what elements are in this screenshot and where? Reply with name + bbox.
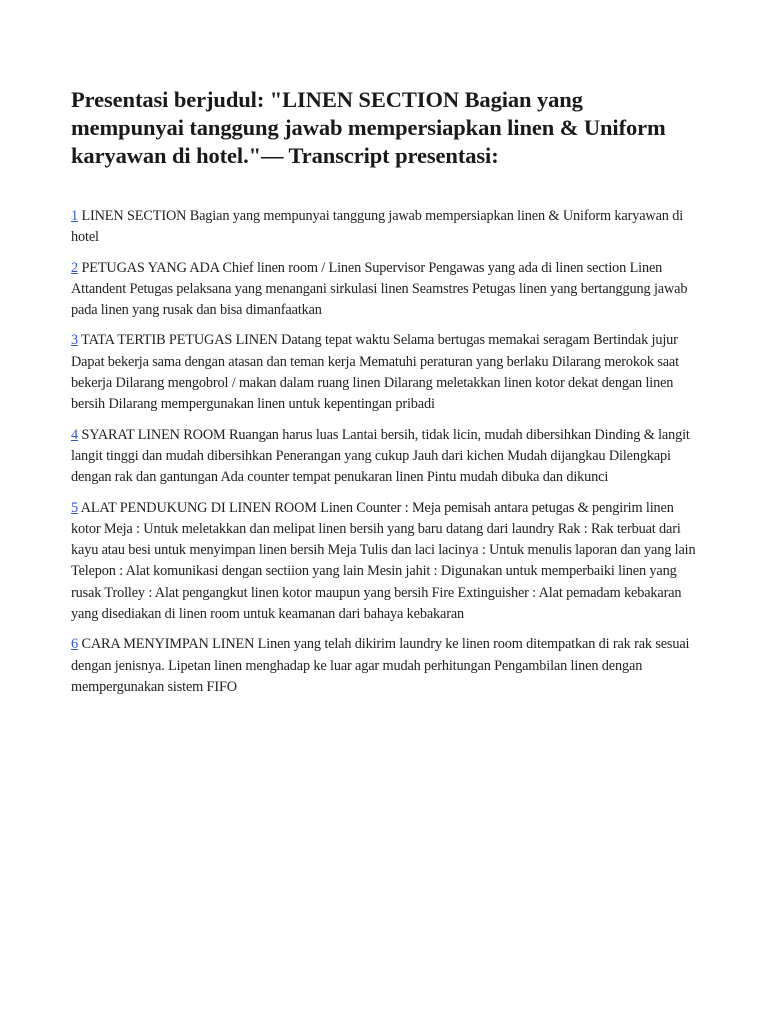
- slide-number-link-3[interactable]: 3: [71, 332, 78, 349]
- transcript-text-2: PETUGAS YANG ADA Chief linen room / Linen Supervisor Pengawas yang ada di linen section Linen Attandent Petugas pelaksana yang menangani sirkulasi linen Seamstres Petugas linen yang bertanggung jawab pada linen yang rusak dan bisa dimanfaatkan: [71, 259, 688, 319]
- transcript-text-5: ALAT PENDUKUNG DI LINEN ROOM Linen Counter : Meja pemisah antara petugas & pengirim linen kotor Meja : Untuk meletakkan dan melipat linen bersih yang baru datang dari laundry Rak : Rak terbuat dari kayu atau besi untuk menyimpan linen bersih Meja Tulis dan laci lacinya : Untuk menulis laporan dan yang lain Telepon : Alat komunikasi dengan sectiion yang lain Mesin jahit : Digunakan untuk memperbaiki linen yang rusak Trolley : Alat pengangkut linen kotor maupun yang bersih Fire Extinguisher : Alat pemadam kebakaran yang disediakan di linen room untuk keamanan dari bahaya kebakaran: [71, 499, 696, 623]
- transcript-text-3: TATA TERTIB PETUGAS LINEN Datang tepat waktu Selama bertugas memakai seragam Bertindak jujur Dapat bekerja sama dengan atasan dan teman kerja Mematuhi peraturan yang berlaku Dilarang merokok saat bekerja Dilarang mengobrol / makan dalam ruang linen Dilarang meletakkan linen kotor dekat dengan linen bersih Dilarang mempergunakan linen untuk kepentingan pribadi: [71, 332, 679, 413]
- transcript-item-6: [71, 634, 699, 698]
- transcript-text-6: CARA MENYIMPAN LINEN Linen yang telah dikirim laundry ke linen room ditempatkan di rak rak sesuai dengan jenisnya. Lipetan linen menghadap ke luar agar mudah perhitungan Pengambilan linen dengan mempergunakan sistem FIFO: [71, 636, 690, 695]
- transcript-text-4: SYARAT LINEN ROOM Ruangan harus luas Lantai bersih, tidak licin, mudah dibersihkan Dinding & langit langit tinggi dan mudah dibersihkan Penerangan yang cukup Jauh dari kichen Mudah dijangkau Dilengkapi dengan rak dan gantungan Ada counter tempat penukaran linen Pintu mudah dibuka dan dikunci: [71, 426, 690, 486]
- slide-number-link-6[interactable]: 6: [71, 636, 78, 653]
- slide-number-link-1[interactable]: 1: [71, 208, 78, 224]
- transcript-list: [71, 206, 699, 698]
- transcript-text-1: LINEN SECTION Bagian yang mempunyai tanggung jawab mempersiapkan linen & Uniform karyawan di hotel: [71, 208, 684, 246]
- transcript-item-3: [71, 330, 699, 415]
- document-page: [71, 86, 699, 707]
- slide-number-link-4[interactable]: 4: [71, 426, 78, 443]
- slide-number-link-2[interactable]: 2: [71, 259, 78, 276]
- presentation-title: Presentasi berjudul: "LINEN SECTION Bagian yang mempunyai tanggung jawab mempersiapkan linen & Uniform karyawan di hotel."— Transcript presentasi:: [71, 87, 666, 168]
- transcript-item-1: [71, 206, 699, 249]
- transcript-item-5: [71, 498, 699, 626]
- slide-number-link-5[interactable]: 5: [71, 499, 78, 516]
- transcript-item-4: [71, 425, 699, 489]
- transcript-item-2: [71, 258, 699, 322]
